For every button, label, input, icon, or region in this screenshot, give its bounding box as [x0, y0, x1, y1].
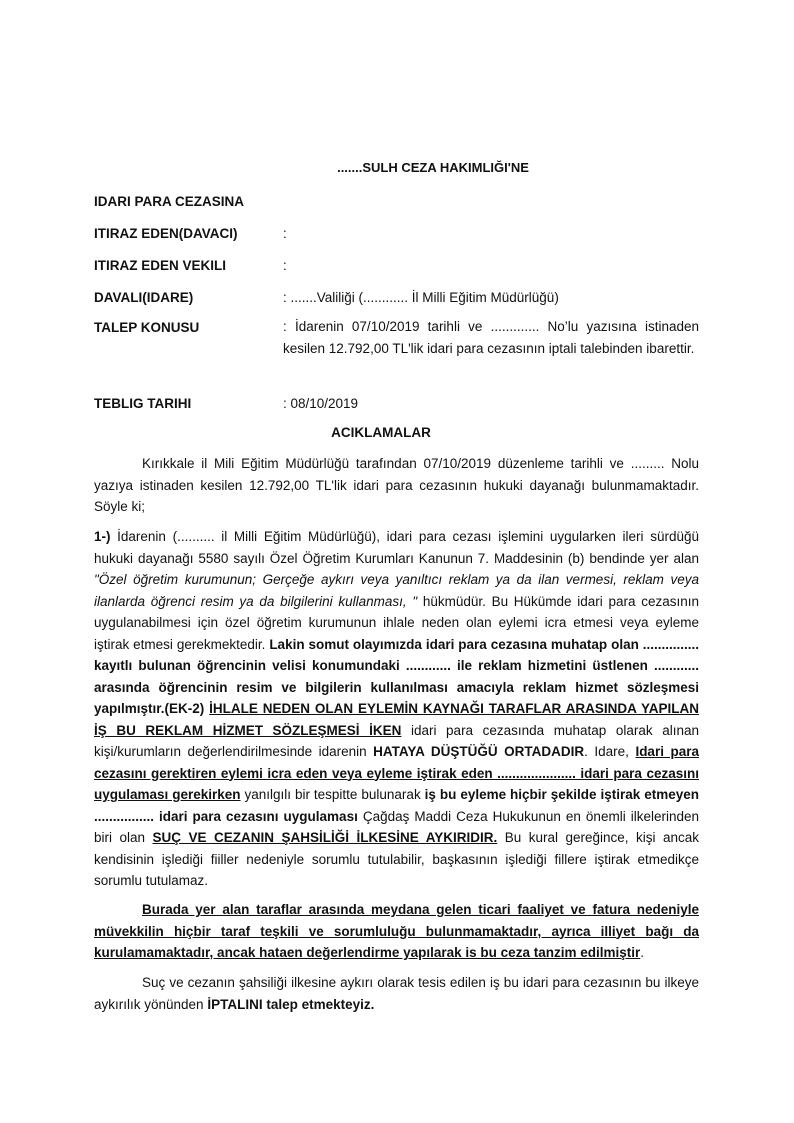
subject-header: IDARI PARA CEZASINA [94, 194, 245, 209]
p2-end: . [640, 945, 644, 960]
paragraph-1 [94, 526, 699, 892]
p1-bold-1: Lakin somut olayımızda idari para cezasına muhatap olan ............... kayıtlı bulunan öğrencinin velisi konumundaki ............ ile reklam hizmetini üstlenen ............ arasında öğrencinin resim ve bilgilerin kullanılması amacıyla reklam hizmet sözleşmesi yapılmıştır.(EK-2) [94, 636, 699, 716]
paragraph-3 [94, 972, 699, 1015]
p2-bold-underline: Burada yer alan taraflar arasında meydana gelen ticari faaliyet ve fatura nedeniyle müvekkilin hiçbir taraf teşkili ve sorumluluğu bulunmamaktadır, ayrıca illiyet bağı da kurulamamaktadır, ancak hataen değerlendirme yapılarak is bu ceza tanzim edilmiştir [94, 902, 699, 960]
p1-text-7: Bu kural gereğince, kişi ancak kendisinin işlediği fiiller nedeniyle sorumlu tutulabilir, başkasının işlediği fillere iştirak etmedikçe sorumlu tutulamaz. [94, 830, 700, 888]
objector-value: : [283, 226, 287, 241]
p3-bold: İPTALINI talep etmekteyiz. [207, 996, 375, 1012]
p1-text-3: idari para cezasında muhatap olarak alınan kişi/kurumların değerlendirilmesinde idarenin [94, 722, 699, 759]
p1-text-1: İdarenin (.......... il Milli Eğitim Müdürlüğü), idari para cezası işlemini uygularken ileri sürdüğü hukuki dayanağı 5580 sayılı Özel Öğretim Kurumları Kanunun 7. Maddesinin (b) bendinde yer alan [94, 529, 699, 566]
law-quote: "Özel öğretim kurumunun; Gerçeğe aykırı veya yanıltıcı reklam ya da ilan vermesi, reklam veya ilanlarda öğrenci resim ya da bilgilerini kullanması, " [94, 572, 699, 609]
defendant-value: : .......Valiliği (............ İl Milli Eğitim Müdürlüğü) [283, 290, 559, 305]
p1-text-6: Çağdaş Maddi Ceza Hukukunun en önemli ilkelerinden biri olan [94, 808, 699, 845]
paragraph-number: 1-) [94, 529, 111, 544]
request-label: TALEP KONUSU [94, 320, 200, 335]
objector-label: ITIRAZ EDEN(DAVACI) [94, 226, 238, 241]
court-title: .......SULH CEZA HAKIMLIĞI'NE [337, 160, 529, 175]
p1-bold-2: HATAYA DÜŞTÜĞÜ ORTADADIR [373, 744, 585, 759]
request-value: : İdarenin 07/10/2019 tarihli ve ............. No’lu yazısına istinaden kesilen 12.792,00 TL'lik idari para cezasının iptali talebinden ibarettir. [283, 319, 699, 356]
p1-text-5: yanılgılı bir tespitte bulunarak [240, 787, 425, 802]
p1-bold-underline-2: Idari para cezasını gerektiren eylemi icra eden veya eyleme iştirak eden ..................... idari para cezasını uygulaması gerekirken [94, 744, 699, 802]
paragraph-2 [94, 899, 699, 964]
p1-bold-underline-1: İHLALE NEDEN OLAN EYLEMİN KAYNAĞI TARAFLAR ARASINDA YAPILAN İŞ BU REKLAM HİZMET SÖZLEŞMESİ İKEN [94, 701, 699, 738]
notice-date-label: TEBLIG TARIHI [94, 396, 192, 411]
defendant-label: DAVALI(IDARE) [94, 290, 194, 305]
intro-paragraph: Kırıkkale il Mili Eğitim Müdürlüğü tarafından 07/10/2019 düzenleme tarihli ve ......... Nolu yazıya istinaden kesilen 12.792,00 TL'lik idari para cezasının hukuki dayanağı bulunmamaktadır. Söyle ki; [94, 456, 699, 514]
p1-bold-3: iş bu eyleme hiçbir şekilde iştirak etmeyen ................ idari para cezasını uygulaması [94, 787, 699, 824]
p1-text-2: hükmüdür. Bu Hükümde idari para cezasının uygulanabilmesi için özel öğretim kurumunun ihlale neden olan eylemi icra etmesi veya eyleme iştirak etmesi gerekmektedir. [94, 593, 699, 652]
notice-date-value: : 08/10/2019 [283, 396, 359, 411]
p3-text: Suç ve cezanın şahsiliği ilkesine aykırı olarak tesis edilen iş bu idari para cezasının bu ilkeye aykırılık yönünden [94, 975, 699, 1012]
attorney-value: : [283, 258, 287, 273]
attorney-label: ITIRAZ EDEN VEKILI [94, 258, 227, 273]
explanations-heading: ACIKLAMALAR [331, 425, 431, 440]
p1-text-4: . Idare, [584, 744, 636, 759]
p1-bold-underline-3: SUÇ VE CEZANIN ŞAHSİLİĞİ İLKESİNE AYKIRIDIR. [152, 830, 498, 845]
